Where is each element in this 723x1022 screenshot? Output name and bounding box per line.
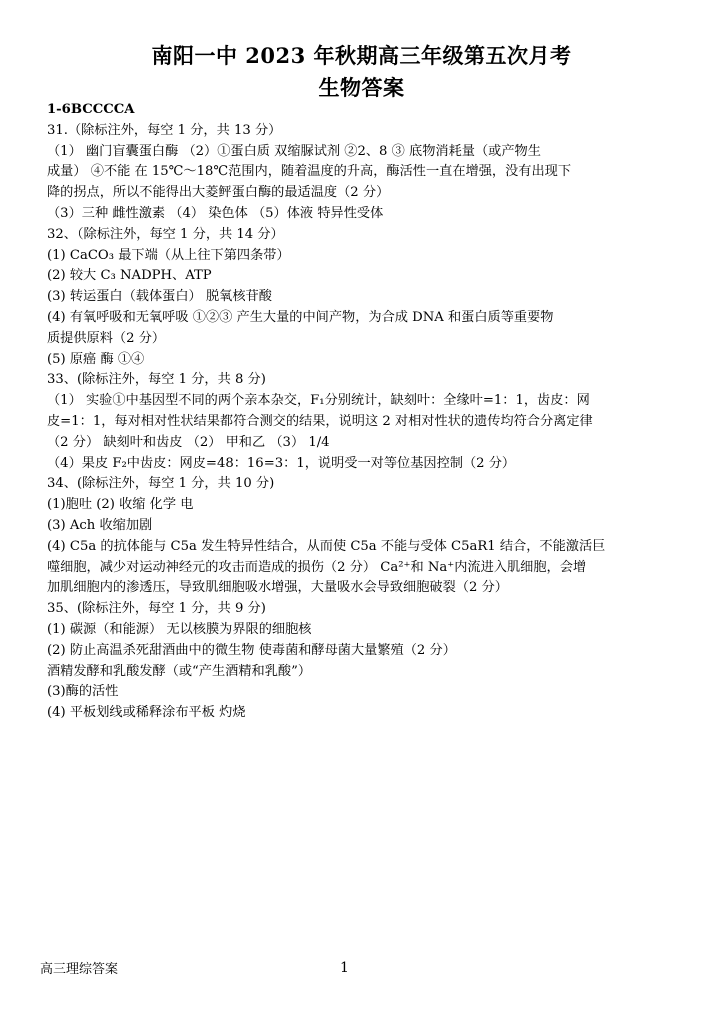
answer-line: (3) 转运蛋白（载体蛋白） 脱氧核苷酸 — [47, 289, 272, 305]
answer-line: 34、(除标注外，每空 1 分，共 10 分) — [47, 476, 275, 492]
answer-line: (2) 较大 C₃ NADPH、ATP — [47, 268, 212, 284]
footer-label: 高三理综答案 — [40, 962, 119, 977]
answer-line: 质提供原料（2 分） — [47, 330, 166, 346]
answer-line: （2 分） 缺刻叶和齿皮 （2） 甲和乙 （3） 1/4 — [47, 434, 330, 450]
answer-line: （3）三种 雌性激素 （4） 染色体 （5）体液 特异性受体 — [47, 205, 384, 221]
answer-line: 31.（除标注外，每空 1 分，共 13 分） — [47, 122, 282, 138]
answer-body — [47, 100, 659, 724]
answer-line: (4) C5a 的抗体能与 C5a 发生特异性结合，从而使 C5a 不能与受体 C5aR1 结合，不能激活巨 — [47, 538, 606, 554]
answer-line: 噬细胞，减少对运动神经元的攻击而造成的损伤（2 分） Ca²⁺和 Na⁺内流进入肌细胞，会增 — [47, 559, 587, 575]
document-subtitle: 生物答案 — [318, 75, 405, 100]
answer-line: 皮=1：1，每对相对性状结果都符合测交的结果，说明这 2 对相对性状的遗传均符合分离定律 — [47, 413, 593, 429]
answer-line: 32、（除标注外，每空 1 分，共 14 分） — [47, 226, 284, 242]
answer-line: 成量） ④不能 在 15℃～18℃范围内，随着温度的升高，酶活性一直在增强，没有出现下 — [47, 164, 572, 180]
answer-line: (1) CaCO₃ 最下端（从上往下第四条带） — [47, 247, 290, 263]
page-number: 1 — [340, 960, 349, 976]
answer-line: (3) Ach 收缩加剧 — [47, 517, 153, 533]
answer-line: 加肌细胞内的渗透压，导致肌细胞吸水增强，大量吸水会导致细胞破裂（2 分） — [47, 580, 508, 596]
answer-line: 降的拐点，所以不能得出大菱鲆蛋白酶的最适温度（2 分） — [47, 185, 390, 201]
document-title: 南阳一中 2023 年秋期高三年级第五次月考 — [151, 43, 572, 68]
answer-line: (1) 碳源（和能源） 无以核膜为界限的细胞核 — [47, 621, 312, 637]
answer-line: (5) 原癌 酶 ①④ — [47, 351, 145, 367]
answer-line: （4）果皮 F₂中齿皮：网皮=48：16=3：1，说明受一对等位基因控制（2 分） — [47, 455, 516, 471]
answer-line: (3)酶的活性 — [47, 684, 119, 700]
answer-line: (1)胞吐 (2) 收缩 化学 电 — [47, 497, 194, 513]
answer-line: (4) 有氧呼吸和无氧呼吸 ①②③ 产生大量的中间产物，为合成 DNA 和蛋白质等重要物 — [47, 309, 554, 325]
answer-line: 酒精发酵和乳酸发酵（或“产生酒精和乳酸”） — [47, 663, 312, 679]
answer-line: 35、(除标注外，每空 1 分，共 9 分) — [47, 601, 266, 617]
answer-line: (4) 平板划线或稀释涂布平板 灼烧 — [47, 705, 246, 721]
answer-line: 1-6BCCCCA — [47, 102, 135, 117]
answer-line: 33、(除标注外，每空 1 分，共 8 分) — [47, 372, 266, 388]
answer-line: （1） 实验①中基因型不同的两个亲本杂交，F₁分别统计，缺刻叶：全缘叶=1：1，齿皮：网 — [47, 393, 590, 409]
answer-line: (2) 防止高温杀死甜酒曲中的微生物 使毒菌和酵母菌大量繁殖（2 分） — [47, 642, 456, 658]
answer-line: （1） 幽门盲囊蛋白酶 （2）①蛋白质 双缩脲试剂 ②2、8 ③ 底物消耗量（或产物生 — [47, 143, 541, 159]
